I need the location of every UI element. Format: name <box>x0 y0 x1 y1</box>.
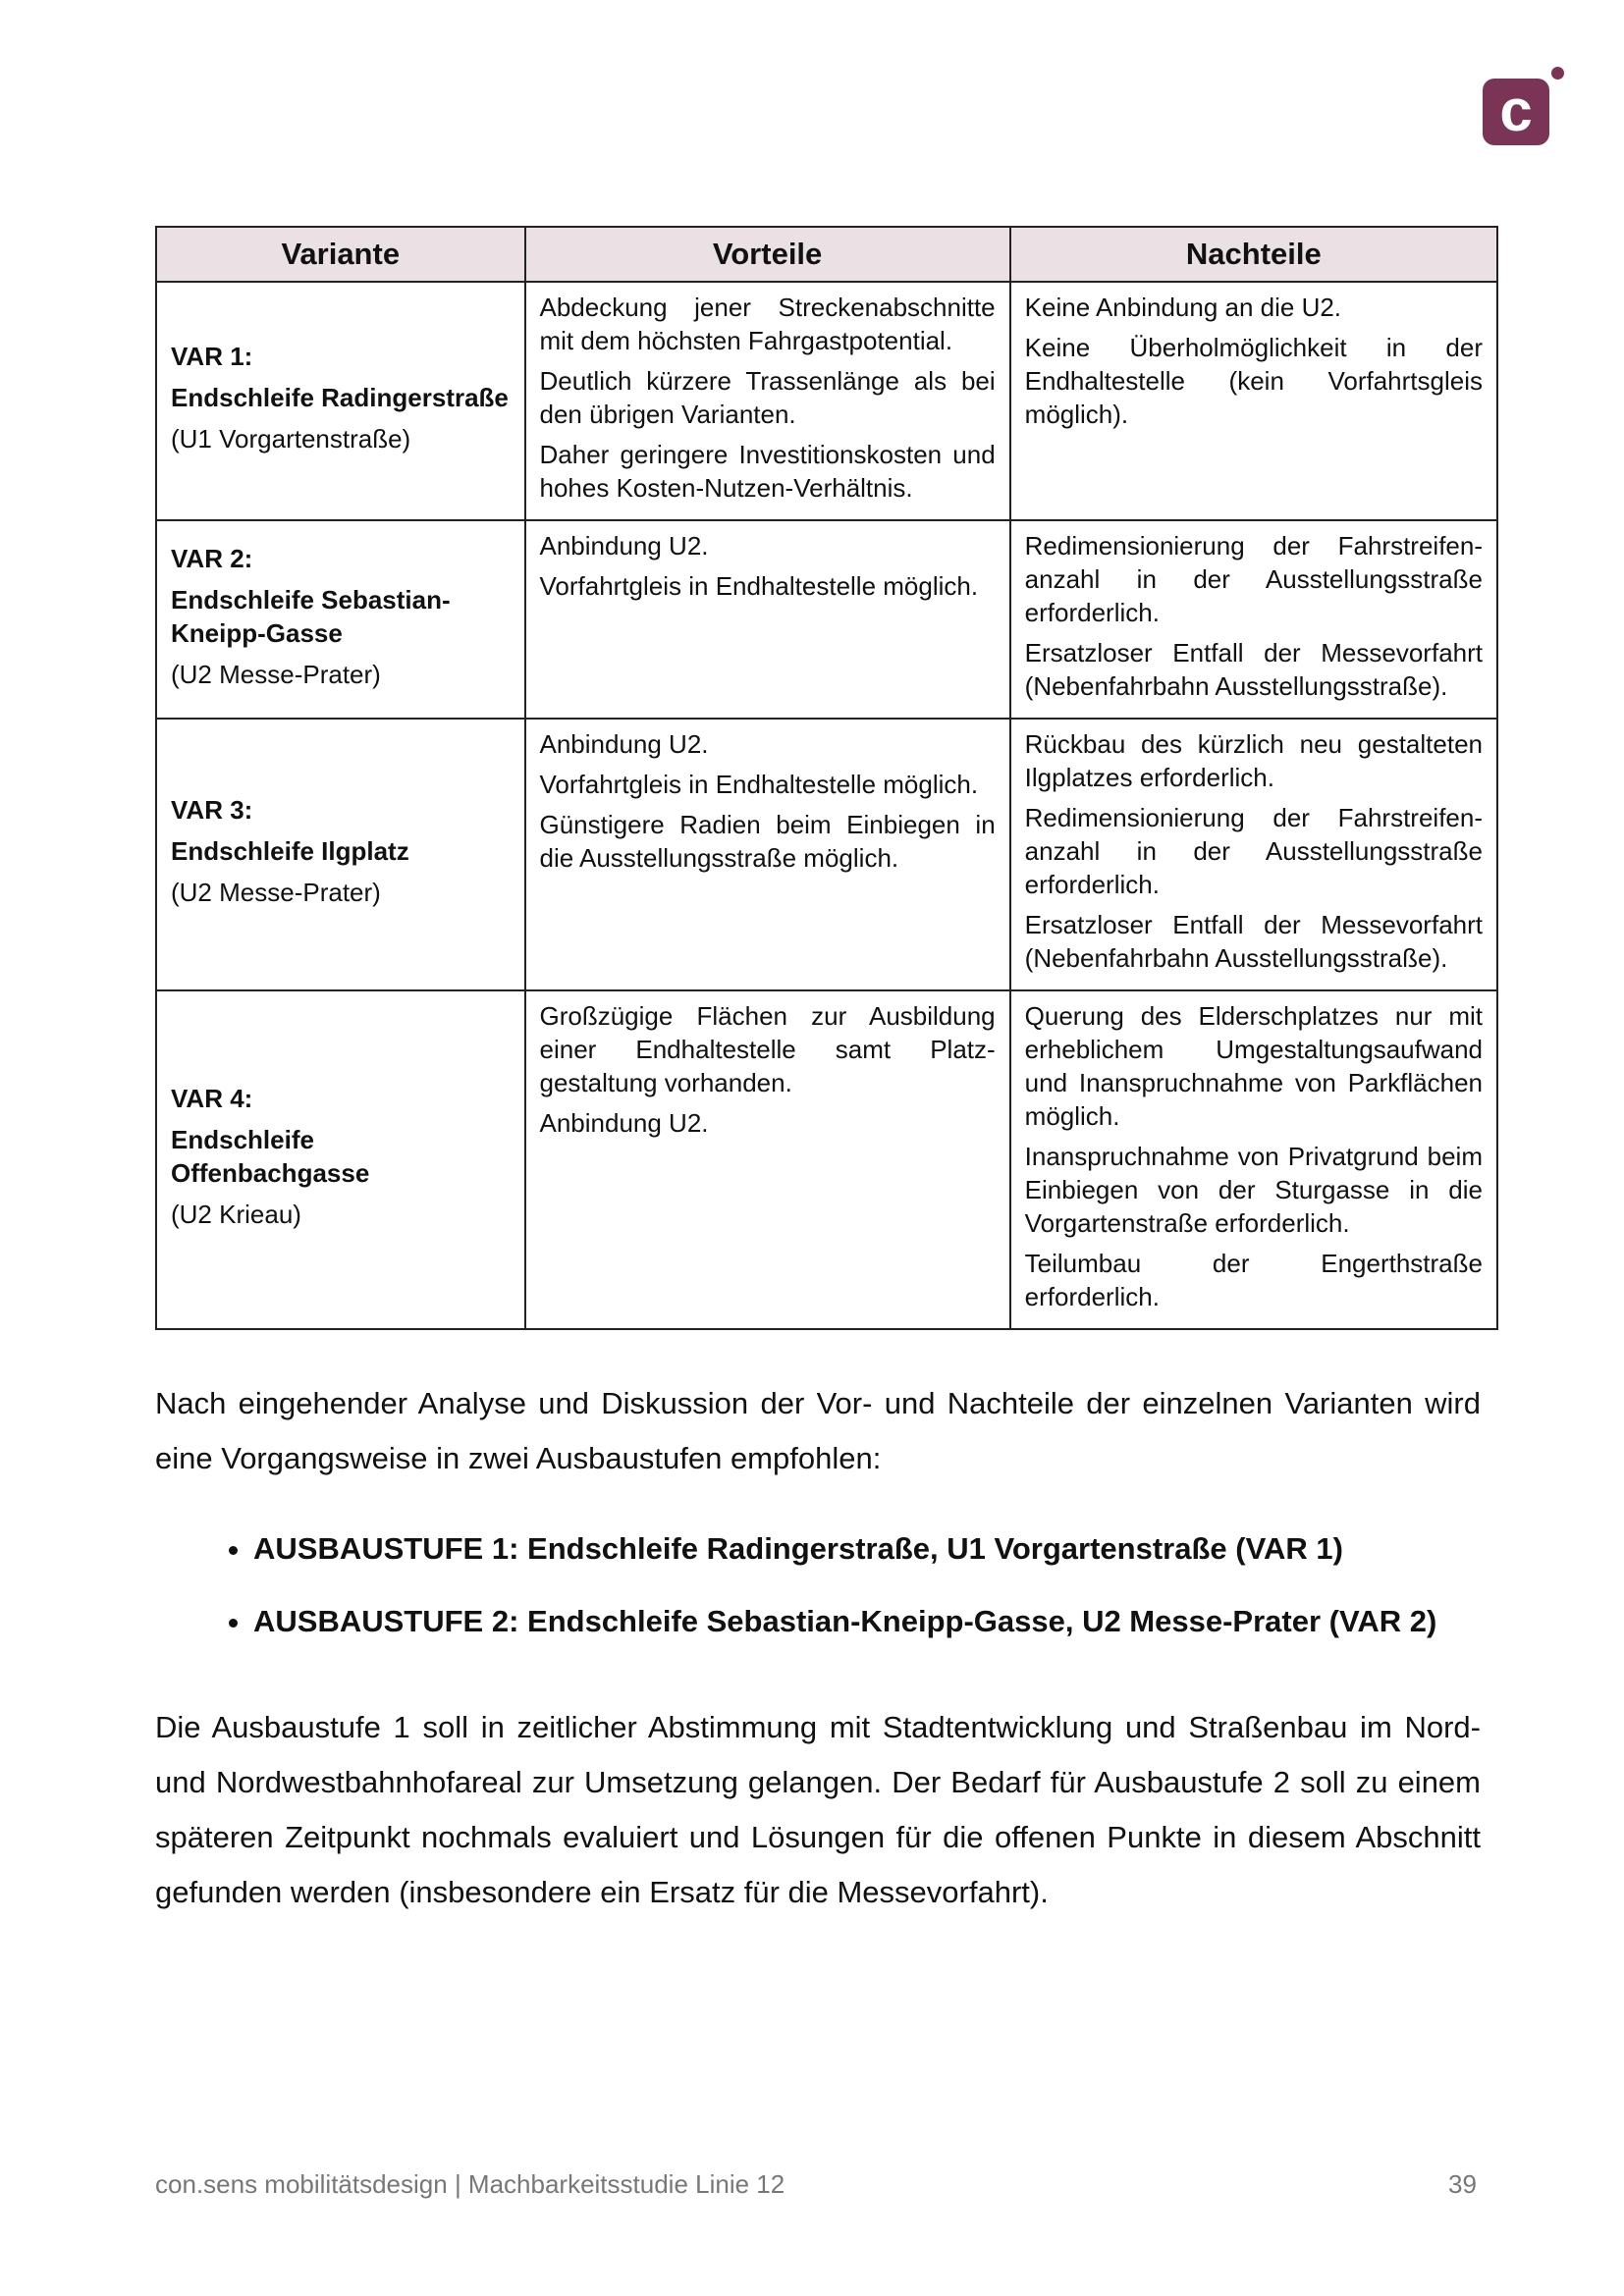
vorteile-cell <box>525 282 1010 520</box>
variant-id: VAR 1: <box>171 342 253 371</box>
nachteile-cell <box>1010 282 1497 520</box>
vorteil-item: Vorfahrtgleis in Endhaltestelle möglich. <box>539 571 979 601</box>
vorteil-item: Vorfahrtgleis in Endhaltestelle möglich. <box>539 770 979 799</box>
vorteil-item: Anbindung U2. <box>539 1108 709 1138</box>
variant-line: (U2 Messe-Prater) <box>171 659 381 689</box>
variant-cell <box>156 282 525 520</box>
variant-id: VAR 4: <box>171 1084 253 1113</box>
nachteil-item: Redimensionierung der Fahrstreifen-anzahl in der Ausstellungsstraße erforderlich. <box>1024 531 1483 627</box>
nachteil-item: Keine Anbindung an die U2. <box>1024 293 1342 322</box>
bullet-ausbaustufe-1: • AUSBAUSTUFE 1: Endschleife Radingerstraße, U1 Vorgartenstraße (VAR 1) <box>253 1522 1530 1594</box>
variant-id: VAR 2: <box>171 543 253 573</box>
vorteil-item: Anbindung U2. <box>539 729 709 759</box>
table-row <box>156 282 1497 520</box>
recommendation-list <box>155 1522 1530 1667</box>
header-vorteile: Vorteile <box>525 227 1010 282</box>
nachteil-item: Teilumbau der Engerthstraße erforderlich. <box>1024 1249 1483 1311</box>
vorteile-cell <box>525 520 1010 719</box>
vorteil-item: Günstigere Radien beim Einbiegen in die Ausstellungsstraße möglich. <box>539 810 996 873</box>
nachteil-item: Querung des Elderschplatzes nur mit erheblichem Umgestaltungsaufwand und Inanspruchnahme von Parkflächen möglich. <box>1024 1001 1483 1131</box>
nachteile-cell <box>1010 520 1497 719</box>
vorteil-item: Daher geringere Investitionskosten und hohes Kosten-Nutzen-Verhältnis. <box>539 440 996 503</box>
variant-name: Endschleife Sebastian-Kneipp-Gasse <box>171 584 451 648</box>
variant-name: Endschleife Offenbachgasse <box>171 1125 370 1188</box>
vorteil-item: Anbindung U2. <box>539 531 709 561</box>
nachteil-item: Ersatzloser Entfall der Messevorfahrt (Nebenfahrbahn Ausstellungsstraße). <box>1024 638 1483 701</box>
header-variante: Variante <box>156 227 525 282</box>
paragraph-intro: Nach eingehender Analyse und Diskussion der Vor- und Nachteile der einzelnen Varianten wird eine Vorgangsweise in zwei Ausbaustufen empfohlen: <box>155 1386 1481 1475</box>
paragraph-conclusion: Die Ausbaustufe 1 soll in zeitlicher Abstimmung mit Stadtentwicklung und Straßenbau im Nord- und Nordwestbahnhofareal zur Umsetzung gelangen. Der Bedarf für Ausbaustufe 2 soll zu einem späteren Zeitpunkt nochmals evaluiert und Lösungen für die offenen Punkte in diesem Abschnitt gefunden werden (insbesondere ein Ersatz für die Messevorfahrt). <box>155 1710 1481 1909</box>
nachteil-item: Ersatzloser Entfall der Messevorfahrt (Nebenfahrbahn Ausstellungsstraße). <box>1024 910 1483 973</box>
header-nachteile: Nachteile <box>1010 227 1497 282</box>
logo-dot <box>1551 67 1564 80</box>
vorteil-item: Abdeckung jener Streckenabschnitte mit dem höchsten Fahrgastpotential. <box>539 293 996 355</box>
bullet-ausbaustufe-2: • AUSBAUSTUFE 2: Endschleife Sebastian-Kneipp-Gasse, U2 Messe-Prater (VAR 2) <box>253 1594 1530 1667</box>
vorteile-cell <box>525 990 1010 1329</box>
variant-line: (U2 Messe-Prater) <box>171 878 381 907</box>
logo-letter: c <box>1499 78 1533 143</box>
variant-line: (U1 Vorgartenstraße) <box>171 424 411 454</box>
nachteile-cell <box>1010 719 1497 990</box>
table-row <box>156 990 1497 1329</box>
variants-table <box>155 226 1498 1330</box>
nachteile-cell <box>1010 990 1497 1329</box>
variant-line: (U2 Krieau) <box>171 1200 301 1229</box>
nachteil-item: Redimensionierung der Fahrstreifen-anzahl in der Ausstellungsstraße erforderlich. <box>1024 803 1483 899</box>
table-row <box>156 520 1497 719</box>
company-logo <box>1483 79 1549 145</box>
vorteil-item: Großzügige Flächen zur Ausbildung einer Endhaltestelle samt Platz-gestaltung vorhanden. <box>539 1001 996 1097</box>
vorteil-item: Deutlich kürzere Trassenlänge als bei den übrigen Varianten. <box>539 366 996 429</box>
page-number: 39 <box>1448 2169 1477 2199</box>
variant-name: Endschleife Ilgplatz <box>171 836 409 866</box>
variant-cell <box>156 719 525 990</box>
nachteil-item: Inanspruchnahme von Privatgrund beim Einbiegen von der Sturgasse in die Vorgartenstraße erforderlich. <box>1024 1142 1483 1238</box>
nachteil-item: Rückbau des kürzlich neu gestalteten Ilgplatzes erforderlich. <box>1024 729 1483 792</box>
variant-cell <box>156 990 525 1329</box>
footer-text: con.sens mobilitätsdesign | Machbarkeitsstudie Linie 12 <box>155 2169 785 2199</box>
table-row <box>156 719 1497 990</box>
vorteile-cell <box>525 719 1010 990</box>
nachteil-item: Keine Überholmöglichkeit in der Endhaltestelle (kein Vorfahrtsgleis möglich). <box>1024 333 1483 429</box>
variant-cell <box>156 520 525 719</box>
variant-name: Endschleife Radingerstraße <box>171 383 509 412</box>
variant-id: VAR 3: <box>171 795 253 825</box>
